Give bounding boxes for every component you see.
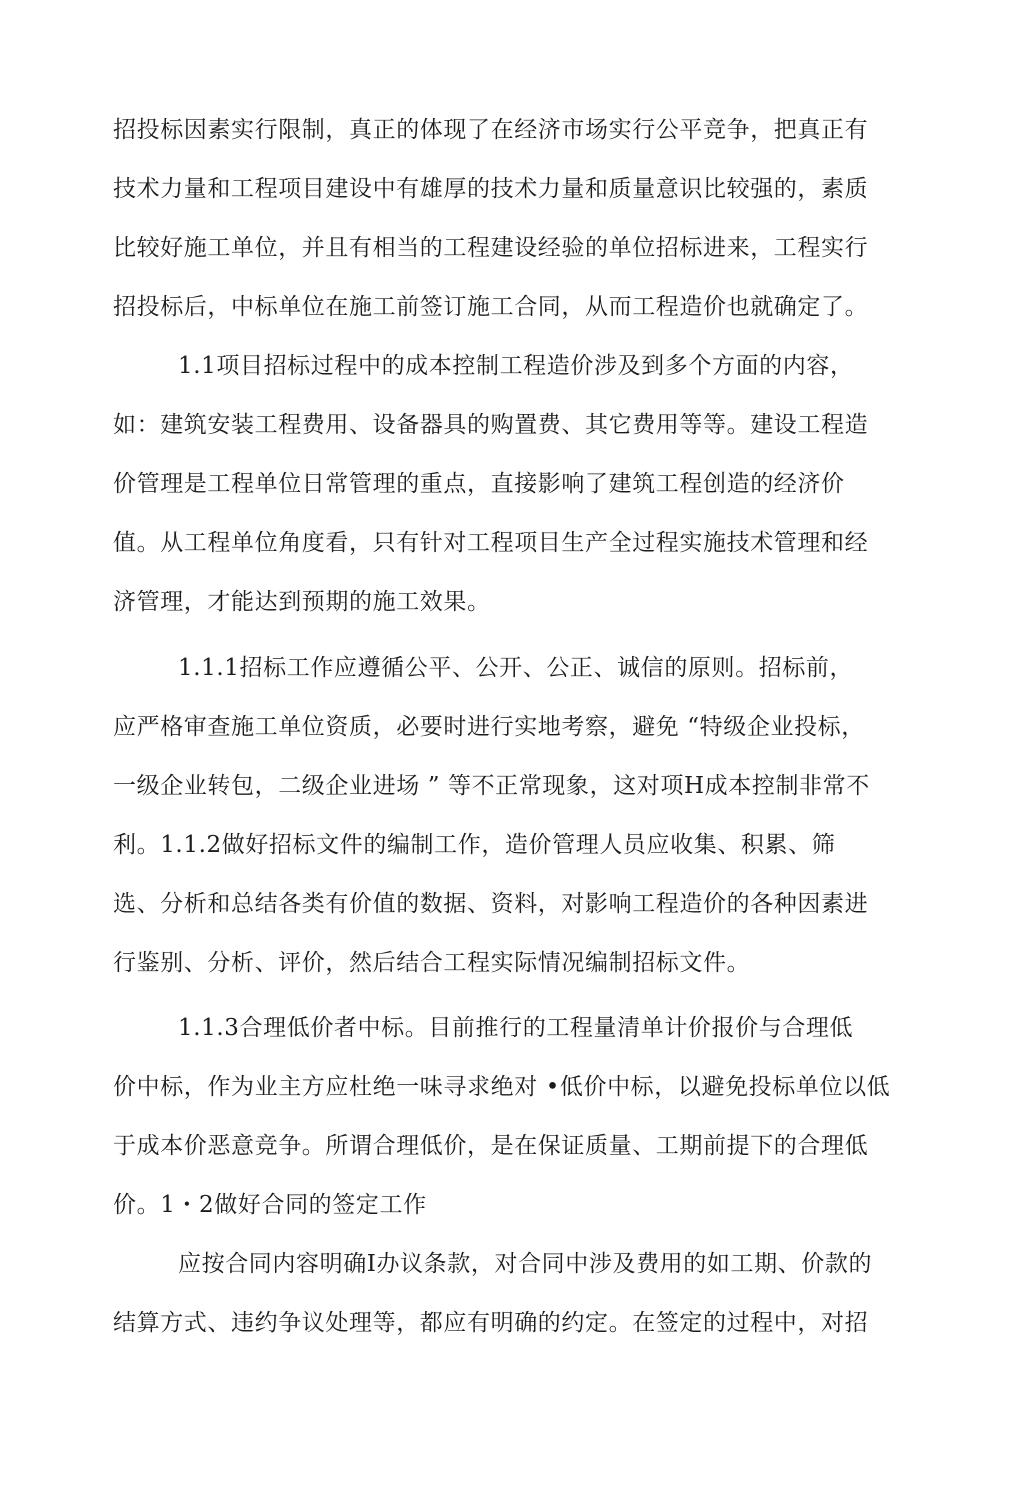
text-line: 于成本价恶意竞争。所谓合理低价，是在保证质量、工期前提下的合理低: [113, 1133, 869, 1159]
text-line: 选、分析和总结各类有价值的数据、资料，对影响工程造价的各种因素进: [113, 891, 869, 917]
text-line: 结算方式、违约争议处理等，都应有明确的约定。在签定的过程中，对招: [113, 1310, 869, 1336]
section-heading-line: 1.1项目招标过程中的成本控制工程造价涉及到多个方面的内容，: [178, 353, 854, 379]
text-line: 值。从工程单位角度看，只有针对工程项目生产全过程实施技术管理和经: [113, 530, 869, 556]
text-line: 如：建筑安装工程费用、设备器具的购置费、其它费用等等。建设工程造: [113, 412, 869, 438]
text-line: 价中标，作为业主方应杜绝一味寻求绝对 •低价中标，以避免投标单位以低: [113, 1074, 891, 1100]
text-line: 招投标后，中标单位在施工前签订施工合同，从而工程造价也就确定了。: [113, 294, 869, 320]
text-line: 行鉴别、分析、评价，然后结合工程实际情况编制招标文件。: [113, 950, 751, 976]
text-line: 价管理是工程单位日常管理的重点，直接影响了建筑工程创造的经济价: [113, 471, 845, 497]
text-line: 比较好施工单位，并且有相当的工程建设经验的单位招标进来，工程实行: [113, 235, 869, 261]
text-line: 济管理，才能达到预期的施工效果。: [113, 589, 491, 615]
text-line: 应严格审查施工单位资质，必要时进行实地考察，避免 “特级企业投标，: [113, 714, 865, 740]
section-heading-line: 1.1.3合理低价者中标。目前推行的工程量清单计价报价与合理低: [178, 1015, 854, 1041]
text-line: 招投标因素实行限制，真正的体现了在经济市场实行公平竞争，把真正有: [113, 117, 869, 143]
text-line: 利。1.1.2做好招标文件的编制工作，造价管理人员应收集、积累、筛: [113, 832, 836, 858]
text-line: 一级企业转包，二级企业进场 ” 等不正常现象，这对项H成本控制非常不: [113, 773, 870, 799]
section-heading-line: 1.1.1招标工作应遵循公平、公开、公正、诚信的原则。招标前，: [178, 655, 854, 681]
paragraph-start-line: 应按合同内容明确I办议条款，对合同中涉及费用的如工期、价款的: [178, 1251, 873, 1277]
text-line: 价。1・2做好合同的签定工作: [113, 1192, 427, 1218]
text-line: 技术力量和工程项目建设中有雄厚的技术力量和质量意识比较强的，素质: [113, 176, 869, 202]
